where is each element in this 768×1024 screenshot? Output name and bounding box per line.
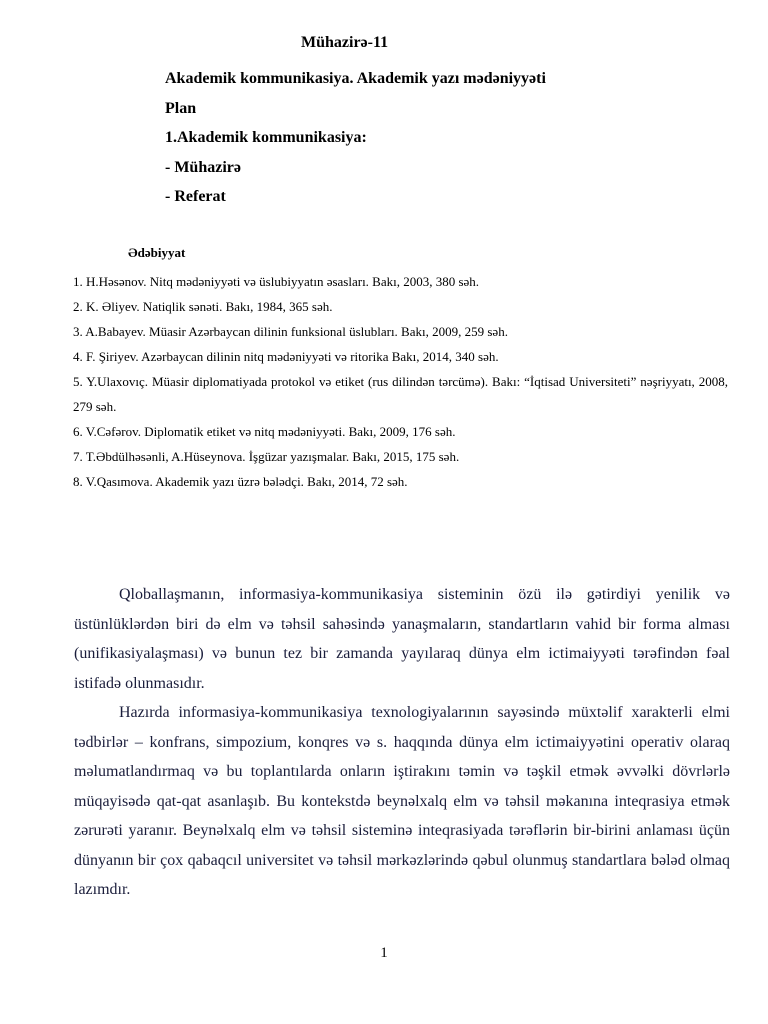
body-paragraph: Hazırda informasiya-kommunikasiya texnologiyalarının sayəsində müxtəlif xarakterli elmi tədbirlər – konfrans, simpozium, konqres və s. haqqında dünya elm ictimaiyyətini operativ olaraq məlumatlandırmaq və bu toplantılarda onların iştirakını təmin və təşkil etmək əvvəlki dövrlərlə müqayisədə qat-qat asanlaşıb. Bu kontekstdə beynəlxalq elm və təhsil məkanına inteqrasiya etmək zərurəti yaranır. Beynəlxalq elm və təhsil sisteminə inteqrasiyada tərəflərin bir-birini anlaması üçün dünyanın bir çox qabaqcıl universitet və təhsil mərkəzlərində qəbul olunmuş standartlara bələd olmaq lazımdır. xyxy=(74,704,730,898)
reference-item: 7. T.Əbdülhəsənli, A.Hüseynova. İşgüzar yazışmalar. Bakı, 2015, 175 səh. xyxy=(73,449,460,464)
plan-item: 1.Akademik kommunikasiya: xyxy=(165,129,367,146)
lecture-title: Mühazirə-11 xyxy=(301,34,389,51)
lecture-topic: Akademik kommunikasiya. Akademik yazı mədəniyyəti xyxy=(165,70,546,87)
page-number: 1 xyxy=(380,945,388,961)
literature-heading: Ədəbiyyat xyxy=(128,245,186,260)
reference-item: 1. H.Həsənov. Nitq mədəniyyəti və üslubiyyatın əsasları. Bakı, 2003, 380 səh. xyxy=(73,274,480,289)
reference-item: 4. F. Şiriyev. Azərbaycan dilinin nitq mədəniyyəti və ritorika Bakı, 2014, 340 səh. xyxy=(73,349,499,364)
reference-list xyxy=(73,269,728,494)
body-text xyxy=(74,580,730,905)
plan-subitem: - Mühazirə xyxy=(165,158,241,176)
lecture-header xyxy=(165,68,546,216)
reference-item: 5. Y.Ulaxovıç. Müasir diplomatiyada protokol və etiket (rus dilindən tərcümə). Bakı: “İqtisad Universiteti” nəşriyyatı, 2008, 279 səh. xyxy=(73,374,728,414)
reference-item: 6. V.Cəfərov. Diplomatik etiket və nitq mədəniyyəti. Bakı, 2009, 176 səh. xyxy=(73,424,456,439)
reference-item: 3. A.Babayev. Müasir Azərbaycan dilinin funksional üslubları. Bakı, 2009, 259 səh. xyxy=(73,324,508,339)
plan-subitem: - Referat xyxy=(165,188,226,205)
body-paragraph: Qloballaşmanın, informasiya-kommunikasiya sisteminin özü ilə gətirdiyi yenilik və üstünlüklərdən biri də elm və təhsil sahəsində yanaşmaların, standartların vahid bir forma alması (unifikasiyalaşması) və bunun tez bir zamanda yayılaraq dünya elm ictimaiyyəti tərəfindən fəal istifadə olunmasıdır. xyxy=(74,586,730,692)
plan-heading: Plan xyxy=(165,99,197,117)
reference-item: 2. K. Əliyev. Natiqlik sənəti. Bakı, 1984, 365 səh. xyxy=(73,299,333,314)
reference-item: 8. V.Qasımova. Akademik yazı üzrə bələdçi. Bakı, 2014, 72 səh. xyxy=(73,474,408,489)
